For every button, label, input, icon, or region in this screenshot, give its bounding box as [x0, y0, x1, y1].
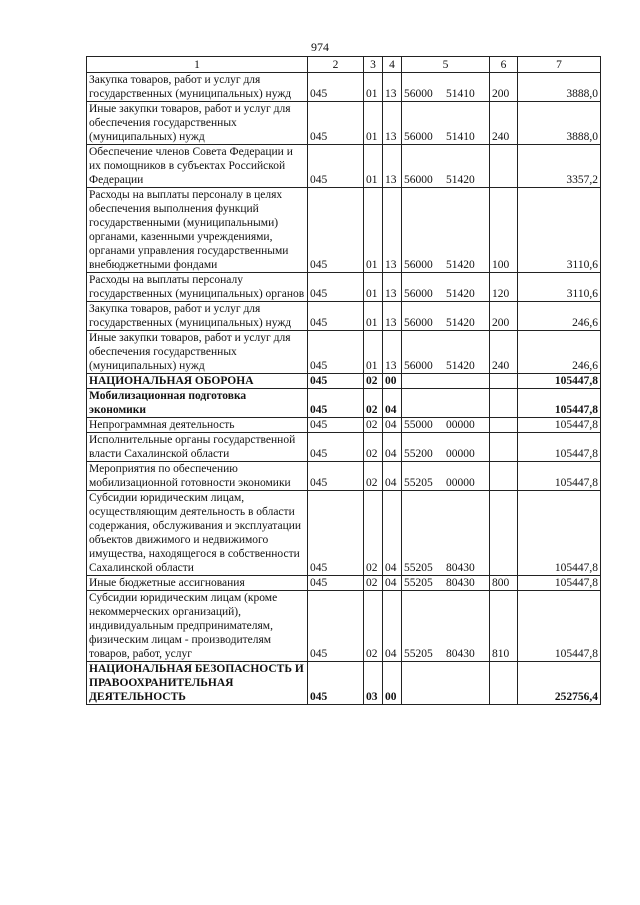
subsection-code-cell: 04 [383, 462, 402, 491]
column-header: 3 [364, 57, 383, 73]
target-code-part2: 80430 [446, 562, 475, 574]
section-code-cell: 01 [364, 331, 383, 374]
department-code-cell: 045 [308, 273, 364, 302]
row-name-cell: Закупка товаров, работ и услуг для государственных (муниципальных) нужд [87, 73, 308, 102]
row-name-cell: Расходы на выплаты персоналу в целях обеспечения выполнения функций государственными (муниципальными) органами, казенными учреждениями, органами управления государственными внебюджетными фондами [87, 188, 308, 273]
row-name-cell: Иные бюджетные ассигнования [87, 576, 308, 591]
department-code-cell: 045 [308, 145, 364, 188]
target-code-cell [402, 331, 490, 374]
section-code-cell: 03 [364, 662, 383, 705]
target-code-part2: 00000 [446, 419, 475, 431]
target-code-cell [402, 188, 490, 273]
department-code-cell: 045 [308, 576, 364, 591]
amount-cell: 3110,6 [518, 188, 601, 273]
target-code-cell [402, 302, 490, 331]
target-code-cell [402, 273, 490, 302]
row-name-cell: Иные закупки товаров, работ и услуг для обеспечения государственных (муниципальных) нужд [87, 331, 308, 374]
row-name-cell: НАЦИОНАЛЬНАЯ ОБОРОНА [87, 374, 308, 389]
target-code-part2: 00000 [446, 448, 475, 460]
subsection-code-cell: 13 [383, 302, 402, 331]
amount-cell: 246,6 [518, 331, 601, 374]
table-row [87, 591, 601, 662]
table-row [87, 273, 601, 302]
subsection-code-cell: 04 [383, 576, 402, 591]
target-code-part1: 56000 [404, 174, 433, 186]
table-row [87, 302, 601, 331]
expense-type-cell: 100 [490, 188, 518, 273]
section-code-cell: 01 [364, 188, 383, 273]
expense-type-cell [490, 462, 518, 491]
page-number: 974 [311, 40, 329, 54]
subsection-code-cell: 04 [383, 591, 402, 662]
subsection-code-cell: 04 [383, 389, 402, 418]
amount-cell: 3110,6 [518, 273, 601, 302]
subsection-code-cell: 13 [383, 273, 402, 302]
column-header: 4 [383, 57, 402, 73]
expense-type-cell: 240 [490, 331, 518, 374]
target-code-cell [402, 102, 490, 145]
expense-type-cell: 200 [490, 73, 518, 102]
row-name-cell: Непрограммная деятельность [87, 418, 308, 433]
table-row [87, 145, 601, 188]
expense-type-cell [490, 145, 518, 188]
section-code-cell: 01 [364, 302, 383, 331]
target-code-part2: 51420 [446, 174, 475, 186]
subsection-code-cell: 13 [383, 73, 402, 102]
target-code-part2: 51420 [446, 317, 475, 329]
expense-type-cell: 240 [490, 102, 518, 145]
target-code-cell [402, 374, 490, 389]
section-code-cell: 02 [364, 591, 383, 662]
amount-cell: 105447,8 [518, 389, 601, 418]
department-code-cell: 045 [308, 188, 364, 273]
target-code-cell [402, 662, 490, 705]
target-code-part1: 55205 [404, 562, 433, 574]
table-row [87, 331, 601, 374]
department-code-cell: 045 [308, 591, 364, 662]
target-code-cell [402, 389, 490, 418]
expense-type-cell [490, 662, 518, 705]
subsection-code-cell: 13 [383, 145, 402, 188]
subsection-code-cell: 00 [383, 374, 402, 389]
target-code-part1: 56000 [404, 259, 433, 271]
section-code-cell: 01 [364, 73, 383, 102]
subsection-code-cell: 04 [383, 418, 402, 433]
amount-cell: 3888,0 [518, 102, 601, 145]
amount-cell: 105447,8 [518, 591, 601, 662]
section-code-cell: 01 [364, 102, 383, 145]
column-header: 1 [87, 57, 308, 73]
subsection-code-cell: 04 [383, 433, 402, 462]
target-code-part2: 51420 [446, 360, 475, 372]
row-name-cell: Иные закупки товаров, работ и услуг для обеспечения государственных (муниципальных) нужд [87, 102, 308, 145]
subsection-code-cell: 13 [383, 331, 402, 374]
table-row [87, 188, 601, 273]
section-code-cell: 02 [364, 418, 383, 433]
department-code-cell: 045 [308, 331, 364, 374]
target-code-part2: 51410 [446, 131, 475, 143]
target-code-part1: 55205 [404, 577, 433, 589]
column-header: 2 [308, 57, 364, 73]
column-header: 5 [402, 57, 490, 73]
table-row [87, 73, 601, 102]
table-row [87, 462, 601, 491]
target-code-cell [402, 462, 490, 491]
table-row [87, 433, 601, 462]
column-header: 7 [518, 57, 601, 73]
amount-cell: 252756,4 [518, 662, 601, 705]
expense-type-cell [490, 374, 518, 389]
target-code-part2: 51420 [446, 259, 475, 271]
target-code-part1: 56000 [404, 131, 433, 143]
amount-cell: 105447,8 [518, 576, 601, 591]
section-code-cell: 02 [364, 389, 383, 418]
department-code-cell: 045 [308, 433, 364, 462]
row-name-cell: Исполнительные органы государственной власти Сахалинской области [87, 433, 308, 462]
target-code-part1: 55000 [404, 419, 433, 431]
section-code-cell: 01 [364, 273, 383, 302]
subsection-code-cell: 13 [383, 102, 402, 145]
expense-type-cell [490, 418, 518, 433]
row-name-cell: Обеспечение членов Совета Федерации и их помощников в субъектах Российской Федерации [87, 145, 308, 188]
row-name-cell: Мероприятия по обеспечению мобилизационной готовности экономики [87, 462, 308, 491]
section-code-cell: 02 [364, 433, 383, 462]
table-row [87, 418, 601, 433]
target-code-part2: 51410 [446, 88, 475, 100]
target-code-part2: 80430 [446, 577, 475, 589]
department-code-cell: 045 [308, 389, 364, 418]
section-code-cell: 01 [364, 145, 383, 188]
target-code-part1: 56000 [404, 88, 433, 100]
section-code-cell: 02 [364, 374, 383, 389]
budget-table [86, 56, 601, 705]
section-code-cell: 02 [364, 576, 383, 591]
row-name-cell: НАЦИОНАЛЬНАЯ БЕЗОПАСНОСТЬ И ПРАВООХРАНИТЕЛЬНАЯ ДЕЯТЕЛЬНОСТЬ [87, 662, 308, 705]
target-code-part1: 55200 [404, 448, 433, 460]
amount-cell: 105447,8 [518, 491, 601, 576]
target-code-cell [402, 433, 490, 462]
table-row [87, 389, 601, 418]
column-header: 6 [490, 57, 518, 73]
target-code-part1: 55205 [404, 648, 433, 660]
row-name-cell: Мобилизационная подготовка экономики [87, 389, 308, 418]
target-code-cell [402, 576, 490, 591]
table-row [87, 491, 601, 576]
department-code-cell: 045 [308, 374, 364, 389]
expense-type-cell: 120 [490, 273, 518, 302]
expense-type-cell: 810 [490, 591, 518, 662]
subsection-code-cell: 00 [383, 662, 402, 705]
expense-type-cell: 800 [490, 576, 518, 591]
amount-cell: 105447,8 [518, 374, 601, 389]
target-code-part2: 51420 [446, 288, 475, 300]
subsection-code-cell: 13 [383, 188, 402, 273]
target-code-cell [402, 418, 490, 433]
target-code-cell [402, 591, 490, 662]
department-code-cell: 045 [308, 418, 364, 433]
amount-cell: 105447,8 [518, 418, 601, 433]
table-row [87, 576, 601, 591]
row-name-cell: Закупка товаров, работ и услуг для государственных (муниципальных) нужд [87, 302, 308, 331]
amount-cell: 3357,2 [518, 145, 601, 188]
row-name-cell: Субсидии юридическим лицам (кроме некоммерческих организаций), индивидуальным предпринимателям, физическим лицам - производителям товаров, работ, услуг [87, 591, 308, 662]
department-code-cell: 045 [308, 462, 364, 491]
target-code-part1: 55205 [404, 477, 433, 489]
row-name-cell: Расходы на выплаты персоналу государственных (муниципальных) органов [87, 273, 308, 302]
amount-cell: 105447,8 [518, 462, 601, 491]
expense-type-cell: 200 [490, 302, 518, 331]
department-code-cell: 045 [308, 662, 364, 705]
expense-type-cell [490, 433, 518, 462]
table-row [87, 374, 601, 389]
target-code-part2: 00000 [446, 477, 475, 489]
target-code-part1: 56000 [404, 360, 433, 372]
amount-cell: 105447,8 [518, 433, 601, 462]
table-row [87, 102, 601, 145]
table-row [87, 662, 601, 705]
expense-type-cell [490, 491, 518, 576]
amount-cell: 246,6 [518, 302, 601, 331]
target-code-part1: 56000 [404, 288, 433, 300]
target-code-part2: 80430 [446, 648, 475, 660]
department-code-cell: 045 [308, 491, 364, 576]
department-code-cell: 045 [308, 73, 364, 102]
section-code-cell: 02 [364, 462, 383, 491]
section-code-cell: 02 [364, 491, 383, 576]
target-code-part1: 56000 [404, 317, 433, 329]
department-code-cell: 045 [308, 102, 364, 145]
amount-cell: 3888,0 [518, 73, 601, 102]
expense-type-cell [490, 389, 518, 418]
target-code-cell [402, 491, 490, 576]
target-code-cell [402, 145, 490, 188]
subsection-code-cell: 04 [383, 491, 402, 576]
department-code-cell: 045 [308, 302, 364, 331]
target-code-cell [402, 73, 490, 102]
table-header-row [87, 57, 601, 73]
row-name-cell: Субсидии юридическим лицам, осуществляющим деятельность в области содержания, обслуживания и эксплуатации объектов движимого и недвижимого имущества, находящегося в собственности Сахалинской области [87, 491, 308, 576]
